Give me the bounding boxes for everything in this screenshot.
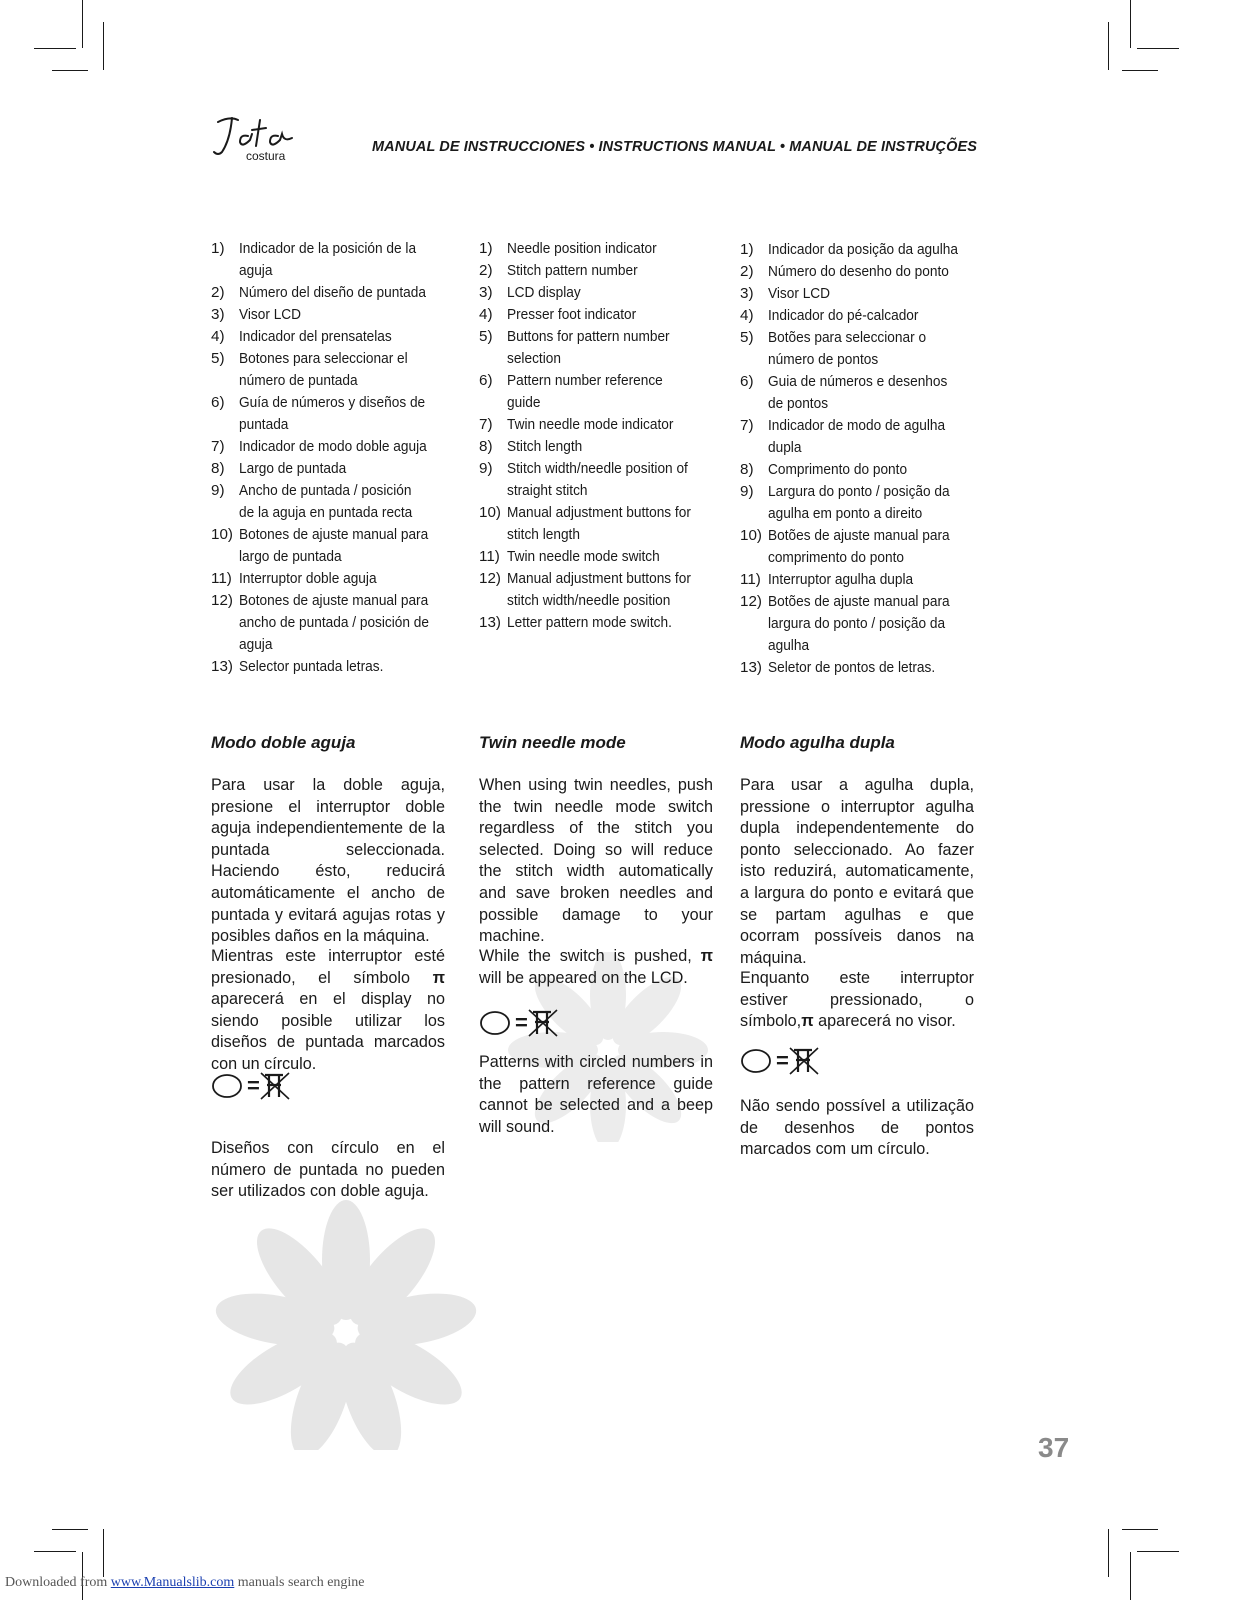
list-item-number: 9) [740, 483, 754, 500]
list-item-en [479, 238, 719, 260]
list-item-pt [740, 525, 980, 569]
crop-mark [1137, 1551, 1179, 1552]
list-item-en [479, 304, 719, 326]
twin-needle-icon: π [432, 968, 445, 987]
list-item-en [479, 502, 719, 546]
list-item-number: 3) [211, 306, 225, 323]
list-item-es [211, 304, 451, 326]
jata-costura-logo [212, 112, 302, 164]
crop-mark [103, 22, 104, 70]
list-item-text: Indicador del prensatelas [239, 328, 392, 345]
list-item-es [211, 326, 451, 348]
list-item-es [211, 568, 451, 590]
list-item-text: Letter pattern mode switch. [507, 614, 672, 631]
list-item-number: 6) [740, 373, 754, 390]
list-item-text: Seletor de pontos de letras. [768, 659, 936, 676]
circle-equals-crossed-twin-needle-icon-en [479, 1006, 559, 1040]
crop-mark [52, 70, 88, 71]
list-item-text: Visor LCD [239, 306, 302, 323]
list-item-text: Botones de ajuste manual para largo de puntada [239, 526, 429, 565]
paragraph-en-2-after: will be appeared on the LCD. [479, 968, 688, 987]
list-item-en [479, 414, 719, 436]
equals-sign: = [515, 1010, 528, 1035]
list-item-number: 10) [740, 527, 762, 544]
list-item-number: 4) [211, 328, 225, 345]
list-item-en [479, 370, 719, 414]
paragraph-es-1: Para usar la doble aguja, presione el interruptor doble aguja independientemente de la puntada seleccionada. Haciendo ésto, reducirá automáticamente el ancho de puntada y evitará agujas rotas y posibles daños en la máquina. [211, 776, 445, 946]
list-item-number: 12) [740, 593, 762, 610]
list-item-text: Botões de ajuste manual para largura do ponto / posição da agulha [768, 593, 950, 654]
list-item-text: Interruptor doble aguja [239, 570, 377, 587]
crop-mark [1130, 0, 1131, 48]
list-item-number: 2) [740, 263, 754, 280]
list-item-number: 8) [211, 460, 225, 477]
list-item-en [479, 260, 719, 282]
footer-suffix: manuals search engine [234, 1575, 365, 1590]
list-item-pt [740, 569, 980, 591]
list-item-pt [740, 371, 980, 415]
list-item-number: 3) [479, 284, 493, 301]
list-item-number: 13) [479, 614, 501, 631]
list-item-number: 8) [479, 438, 493, 455]
list-item-text: Selector puntada letras. [239, 658, 384, 675]
list-item-text: Indicador do pé-calcador [768, 307, 919, 324]
svg-text:costura: costura [246, 149, 286, 163]
circle-crossed-needle-icon [740, 1044, 820, 1078]
list-item-es [211, 458, 451, 480]
list-item-en [479, 546, 719, 568]
list-item-number: 11) [740, 571, 761, 588]
list-item-en [479, 326, 719, 370]
equals-sign: = [247, 1073, 260, 1098]
list-item-text: Botones para seleccionar el número de puntada [239, 350, 408, 389]
list-item-text: Presser foot indicator [507, 306, 637, 323]
list-item-en [479, 436, 719, 458]
list-item-number: 6) [211, 394, 225, 411]
crop-mark [82, 0, 83, 48]
list-item-number: 1) [211, 240, 225, 257]
list-item-number: 6) [479, 372, 493, 389]
section-title-pt: Modo agulha dupla [740, 733, 895, 752]
list-item-text: Comprimento do ponto [768, 461, 908, 478]
flower-watermark-large [196, 1200, 496, 1450]
crop-mark [1130, 1552, 1131, 1600]
crop-mark [52, 1529, 88, 1530]
paragraph-en-3: Patterns with circled numbers in the pattern reference guide cannot be selected and a beep will sound. [479, 1053, 713, 1136]
list-item-text: Visor LCD [768, 285, 831, 302]
list-item-text: Botones de ajuste manual para ancho de puntada / posición de aguja [239, 592, 429, 653]
list-item-text: Guia de números e desenhos de pontos [768, 373, 948, 412]
crop-mark [1108, 22, 1109, 70]
list-item-text: Needle position indicator [507, 240, 657, 257]
crop-mark [34, 48, 76, 49]
twin-needle-icon: π [700, 947, 713, 965]
footer-prefix: Downloaded from [5, 1575, 111, 1590]
circle-equals-crossed-twin-needle-icon-pt [740, 1044, 820, 1078]
circle-equals-crossed-twin-needle-icon-es [211, 1069, 291, 1103]
header-title: MANUAL DE INSTRUCCIONES • INSTRUCTIONS MANUAL • MANUAL DE INSTRUÇÕES [372, 139, 978, 155]
list-item-number: 4) [740, 307, 754, 324]
list-item-text: Ancho de puntada / posición de la aguja en puntada recta [239, 482, 413, 521]
paragraph-pt-1: Para usar a agulha dupla, pressione o interruptor agulha dupla independentemente do ponto seleccionado. Ao fazer isto reduzirá, automaticamente, a largura do ponto e evitará que se partam agulhas e que ocorram possíveis danos na máquina. [740, 776, 974, 967]
list-item-text: Buttons for pattern number selection [507, 328, 670, 367]
list-item-number: 3) [740, 285, 754, 302]
list-item-number: 10) [479, 504, 501, 521]
list-item-number: 11) [211, 570, 232, 587]
list-item-text: Indicador da posição da agulha [768, 241, 958, 258]
list-item-number: 2) [479, 262, 493, 279]
parts-list-pt [740, 239, 980, 679]
list-item-es [211, 392, 451, 436]
paragraph-en-2 [479, 946, 713, 989]
list-item-number: 12) [479, 570, 501, 587]
list-item-en [479, 282, 719, 304]
paragraph-es-2-before: Mientras este interruptor esté presionado, el símbolo [211, 947, 445, 987]
list-item-text: Pattern number reference guide [507, 372, 663, 411]
list-item-number: 5) [479, 328, 493, 345]
list-item-number: 7) [740, 417, 754, 434]
list-item-en [479, 568, 719, 612]
section-title-es: Modo doble aguja [211, 733, 356, 752]
list-item-number: 10) [211, 526, 233, 543]
crop-mark [1137, 48, 1179, 49]
paragraph-pt-2-after: aparecerá no visor. [813, 1012, 956, 1031]
list-item-pt [740, 459, 980, 481]
list-item-number: 12) [211, 592, 233, 609]
list-item-number: 7) [479, 416, 493, 433]
list-item-pt [740, 283, 980, 305]
list-item-es [211, 480, 451, 524]
list-item-pt [740, 591, 980, 657]
list-item-text: Largura do ponto / posição da agulha em ponto a direito [768, 483, 950, 522]
list-item-number: 9) [479, 460, 493, 477]
twin-needle-icon: π [801, 1012, 814, 1031]
paragraph-en-2-before: While the switch is pushed, [479, 947, 701, 965]
list-item-text: Indicador de la posición de la aguja [239, 240, 417, 279]
list-item-text: Stitch pattern number [507, 262, 638, 279]
section-title-en: Twin needle mode [479, 733, 626, 752]
list-item-es [211, 436, 451, 458]
circle-crossed-needle-icon [479, 1006, 559, 1040]
parts-list-en [479, 238, 719, 634]
list-item-es [211, 656, 451, 678]
paragraph-en-1: When using twin needles, push the twin needle mode switch regardless of the stitch you selected. Doing so will reduce the stitch width automatically and save broken needles and possible damage to your machine. [479, 776, 713, 946]
parts-list-es [211, 238, 451, 678]
list-item-es [211, 348, 451, 392]
crop-mark [1122, 70, 1158, 71]
paragraph-es-2 [211, 946, 445, 1076]
list-item-number: 1) [479, 240, 493, 257]
list-item-text: Twin needle mode switch [507, 548, 660, 565]
list-item-number: 5) [211, 350, 225, 367]
page-number: 37 [1038, 1432, 1070, 1463]
list-item-text: Twin needle mode indicator [507, 416, 674, 433]
crop-mark [103, 1529, 104, 1577]
circle-crossed-needle-icon [211, 1069, 291, 1103]
manualslib-link[interactable]: www.Manualslib.com [110, 1575, 235, 1590]
list-item-text: Botões de ajuste manual para comprimento do ponto [768, 527, 950, 566]
list-item-number: 7) [211, 438, 225, 455]
list-item-number: 5) [740, 329, 754, 346]
list-item-pt [740, 327, 980, 371]
list-item-pt [740, 481, 980, 525]
paragraph-es-3: Diseños con círculo en el número de puntada no pueden ser utilizados con doble aguja. [211, 1139, 445, 1201]
list-item-number: 8) [740, 461, 754, 478]
crop-mark [1108, 1529, 1109, 1577]
list-item-number: 13) [211, 658, 233, 675]
crop-mark [34, 1551, 76, 1552]
list-item-text: LCD display [507, 284, 581, 301]
paragraph-pt-3: Não sendo possível a utilização de desenhos de pontos marcados com um círculo. [740, 1097, 974, 1159]
footer-download-note [5, 1575, 365, 1591]
list-item-number: 11) [479, 548, 500, 565]
list-item-es [211, 238, 451, 282]
list-item-number: 1) [740, 241, 754, 258]
paragraph-pt-2 [740, 968, 974, 1033]
crop-mark [1122, 1529, 1158, 1530]
list-item-es [211, 590, 451, 656]
paragraph-pt-2-before: Enquanto este interruptor estiver pressionado, o símbolo, [740, 969, 974, 1031]
list-item-text: Número do desenho do ponto [768, 263, 949, 280]
list-item-text: Guía de números y diseños de puntada [239, 394, 426, 433]
list-item-number: 13) [740, 659, 762, 676]
list-item-en [479, 458, 719, 502]
list-item-number: 4) [479, 306, 493, 323]
paragraph-es-2-after: aparecerá en el display no siendo posible utilizar los diseños de puntada marcados con un círculo. [211, 990, 445, 1073]
list-item-text: Manual adjustment buttons for stitch width/needle position [507, 570, 691, 609]
equals-sign: = [776, 1048, 789, 1073]
list-item-number: 2) [211, 284, 225, 301]
list-item-text: Interruptor agulha dupla [768, 571, 914, 588]
list-item-pt [740, 239, 980, 261]
list-item-text: Stitch width/needle position of straight stitch [507, 460, 688, 499]
list-item-text: Indicador de modo doble aguja [239, 438, 427, 455]
list-item-text: Manual adjustment buttons for stitch length [507, 504, 691, 543]
list-item-text: Número del diseño de puntada [239, 284, 426, 301]
list-item-text: Indicador de modo de agulha dupla [768, 417, 946, 456]
list-item-text: Stitch length [507, 438, 583, 455]
list-item-es [211, 282, 451, 304]
list-item-es [211, 524, 451, 568]
list-item-number: 9) [211, 482, 225, 499]
list-item-en [479, 612, 719, 634]
list-item-pt [740, 415, 980, 459]
list-item-pt [740, 657, 980, 679]
list-item-text: Largo de puntada [239, 460, 347, 477]
list-item-pt [740, 261, 980, 283]
list-item-text: Botões para seleccionar o número de pontos [768, 329, 927, 368]
list-item-pt [740, 305, 980, 327]
